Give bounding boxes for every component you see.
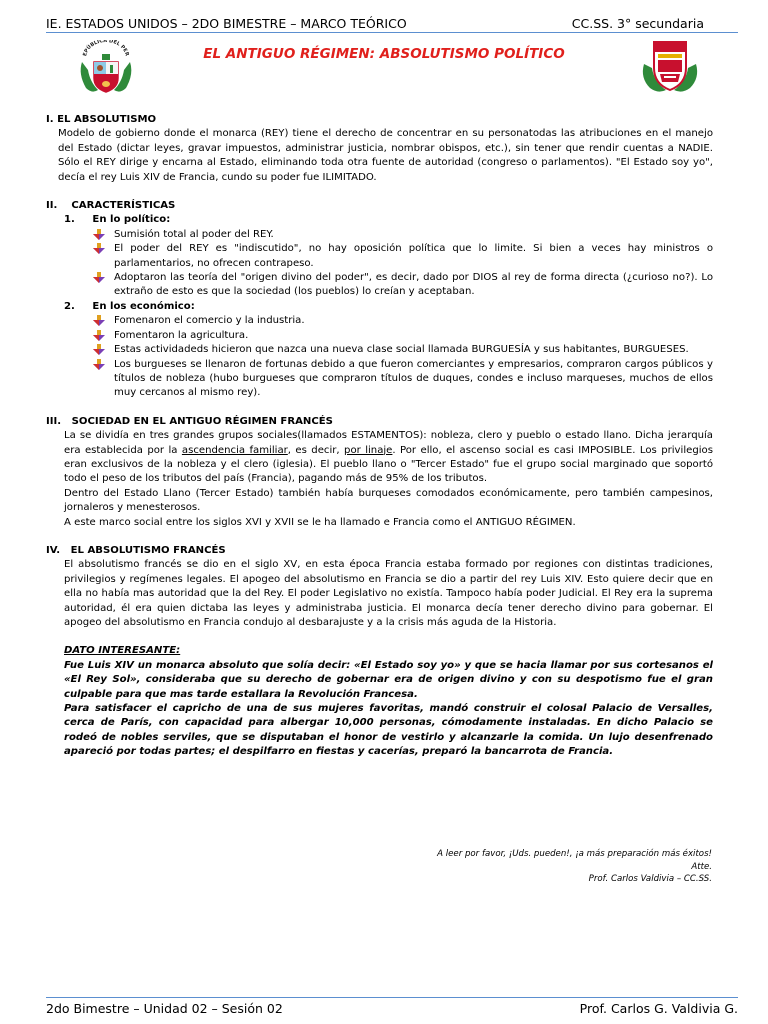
arrow-bullet-icon	[92, 315, 106, 327]
list-item: Los burgueses se llenaron de fortunas debido a que fueron comerciantes y empresarios, compraron cargos públicos y títulos de nobleza (hubo burgueses que compraron títulos de duques, condes e incluso marqueses, muchos de ellos muy cercanos al mismo rey).	[92, 358, 713, 401]
signature-line-1: A leer por favor, ¡Uds. pueden!, ¡a más preparación más éxitos!	[437, 849, 712, 859]
dato-interesante-heading: DATO INTERESANTE:	[64, 645, 181, 657]
dato-paragraph-1: Fue Luis XIV un monarca absoluto que solía decir: «El Estado soy yo» y que se hacia llamar por sus cortesanos el «El Rey Sol», consideraba que su derecho de gobernar era de origen divino y con su despotismo fue el gran culpable para que mas tarde estallara la Revolución Francesa.	[64, 659, 713, 700]
section-heading-sociedad: III. SOCIEDAD EN EL ANTIGUO RÉGIMEN FRANCÉS	[46, 415, 333, 427]
arrow-bullet-icon	[92, 243, 106, 255]
footer-rule	[46, 997, 738, 998]
footer-left: 2do Bimestre – Unidad 02 – Sesión 02	[46, 1001, 283, 1016]
list-item: Adoptaron las teoría del "origen divino del poder", es decir, dado por DIOS al rey de forma directa (¿curioso no?). Lo extraño de esto es que la sociedad (los pueblos) lo creían y aceptaban.	[92, 271, 713, 300]
arrow-bullet-icon	[92, 330, 106, 342]
subheading-economico: 2. En los económico:	[64, 300, 195, 312]
page-header	[46, 16, 722, 32]
list-item: Fomenaron el comercio y la industria.	[92, 314, 713, 328]
bullet-list-economico	[46, 314, 713, 400]
signature-block	[437, 848, 712, 886]
arrow-bullet-icon	[92, 359, 106, 371]
signature-line-2: Atte.	[691, 861, 712, 872]
svg-text:REPÚBLICA DEL PERÚ: EPÚBLICA DEL PER	[82, 40, 130, 57]
paragraph-sociedad-3: A este marco social entre los siglos XVI y XVII se le ha llamado e Francia como el ANTIGUO RÉGIMEN.	[64, 516, 576, 528]
paragraph-absolutismo: Modelo de gobierno donde el monarca (REY) tiene el derecho de concentrar en su personatodas las atribuciones en el manejo del Estado (dictar leyes, gravar impuestos, administrar justicia, nombrar obispos, etc.), sin tener que rendir cuentas a NADIE. Sólo el REY dirige y encarna al Estado, eliminando toda otra fuente de autoridad (congreso o parlamentos). "El Estado soy yo", decía el rey Luis XIV de Francia, cundo su poder fue ILIMITADO.	[58, 128, 713, 183]
paragraph-sociedad-2: Dentro del Estado Llano (Tercer Estado) también había burqueses comodados económicamente, pero también campesinos, jornaleros y menesterosos.	[64, 487, 713, 514]
dato-paragraph-2: Para satisfacer el capricho de una de sus mujeres favoritas, mandó construir el colosal Palacio de Versalles, cerca de París, con capacidad para albergar 10,000 personas, cómodamente instaladas. En dicho Palacio se rodeó de nobles serviles, que se disputaban el honor de vestirlo y alcanzarle la comida. Un lujo desenfrenado apareció por todas partes; el despilfarro en fiestas y cacerías, preparó la bancarrota de Francia.	[64, 703, 713, 758]
section-heading-absolutismo-frances: IV. EL ABSOLUTISMO FRANCÉS	[46, 544, 226, 556]
list-item: El poder del REY es "indiscutido", no hay oposición política que lo limite. Si bien a veces hay ministros o parlamentarios, no ofrecen contrapeso.	[92, 242, 713, 271]
underlined-text: por linaje	[344, 444, 393, 456]
header-left: IE. ESTADOS UNIDOS – 2DO BIMESTRE – MARCO TEÓRICO	[46, 16, 407, 31]
footer-right: Prof. Carlos G. Valdivia G.	[579, 1001, 738, 1016]
school-crest-logo	[640, 38, 700, 96]
section-heading-caracteristicas: II. CARACTERÍSTICAS	[46, 200, 176, 212]
list-item: Fomentaron la agricultura.	[92, 329, 713, 343]
section-heading-absolutismo: I. EL ABSOLUTISMO	[46, 114, 157, 125]
arrow-bullet-icon	[92, 229, 106, 241]
document-body	[46, 113, 713, 760]
paragraph-sociedad-1: La se dividía en tres grandes grupos sociales(llamados ESTAMENTOS): nobleza, clero y pueblo o estado llano. Dicha jerarquía era establecida por la ascendencia familiar, es decir, por linaje. Por ello, el ascenso social es casi IMPOSIBLE. Los privilegios eran exclusivos de la nobleza y el clero (iglesia). El pueblo llano o "Tercer Estado" fue el grupo social marginado que soportó todo el peso de los tributos del país (Francia), pagando más de 95% de los tributos.	[64, 430, 713, 485]
signature-line-3: Prof. Carlos Valdivia – CC.SS.	[588, 874, 712, 885]
bullet-list-politico	[46, 228, 713, 300]
arrow-bullet-icon	[92, 344, 106, 356]
document-title: EL ANTIGUO RÉGIMEN: ABSOLUTISMO POLÍTICO	[203, 46, 565, 62]
list-item: Sumisión total al poder del REY.	[92, 228, 713, 242]
paragraph-absolutismo-frances: El absolutismo francés se dio en el siglo XV, en esta época Francia estaba formado por regiones con distintas tradiciones, privilegios y regímenes legales. El apogeo del absolutismo en Francia se dio a partir del rey Luis XIV. Esto quiere decir que en ella no había mas autoridad que la del Rey. El poder Legislativo no existía. Tampoco había poder Judicial. El Rey era la suprema autoridad, él era quien dictaba las leyes y administraba justicia. El monarca decía tener derecho divino para gobernar. El apogeo del absolutismo en Francia condujo al desbarajuste y a la crisis más aguda de la Historia.	[64, 559, 713, 628]
arrow-bullet-icon	[92, 272, 106, 284]
subheading-politico: 1. En lo político:	[64, 214, 171, 226]
header-rule	[46, 32, 738, 33]
list-item: Estas actividadeds hicieron que nazca una nueva clase social llamada BURGUESÍA y sus habitantes, BURGUESES.	[92, 343, 713, 357]
underlined-text: ascendencia familiar	[181, 444, 288, 456]
header-right: CC.SS. 3° secundaria	[571, 16, 704, 31]
